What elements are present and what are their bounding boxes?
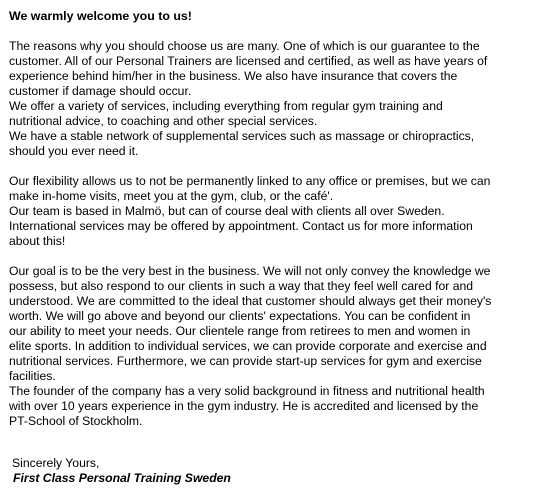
paragraph-3-line: possess, but also respond to our clients in such a way that they feel well cared for and	[9, 279, 474, 293]
paragraph-3-line: elite sports. In addition to individual services, we can provide corporate and exercise and	[9, 339, 487, 353]
paragraph-1-line: The reasons why you should choose us are many. One of which is our guarantee to the	[9, 39, 480, 53]
closing-salutation: Sincerely Yours,	[12, 456, 100, 470]
paragraph-1-line: We have a stable network of supplemental services such as massage or chiropractics,	[9, 129, 475, 143]
paragraph-3-line: Our goal is to be the very best in the business. We will not only convey the knowledge we	[9, 264, 491, 278]
paragraph-2-line: make in-home visits, meet you at the gym, club, or the café'.	[9, 189, 334, 203]
paragraph-1-line: should you ever need it.	[9, 144, 139, 158]
paragraph-3-line: worth. We will go above and beyond our clients' expectations. You can be confident in	[9, 309, 471, 323]
page-heading: We warmly welcome you to us!	[9, 9, 192, 23]
paragraph-1-line: We offer a variety of services, including everything from regular gym training and	[9, 99, 443, 113]
paragraph-2-line: Our flexibility allows us to not be permanently linked to any office or premises, but we can	[9, 174, 491, 188]
company-signature: First Class Personal Training Sweden	[13, 471, 231, 485]
paragraph-2-line: Our team is based in Malmö, but can of course deal with clients all over Sweden.	[9, 204, 445, 218]
paragraph-3-line: The founder of the company has a very solid background in fitness and nutritional health	[9, 384, 485, 398]
paragraph-2-line: about this!	[9, 234, 66, 248]
paragraph-3-line: with over 10 years experience in the gym industry. He is accredited and licensed by the	[9, 399, 479, 413]
paragraph-3-line: PT-School of Stockholm.	[9, 414, 143, 428]
paragraph-3-line: nutritional services. Furthermore, we can provide start-up services for gym and exercise	[9, 354, 482, 368]
paragraph-3-line: understood. We are committed to the ideal that customer should always get their money's	[9, 294, 492, 308]
paragraph-1-line: experience behind him/her in the business. We also have insurance that covers the	[9, 69, 458, 83]
paragraph-1-line: customer if damage should occur.	[9, 84, 192, 98]
paragraph-1-line: customer. All of our Personal Trainers are licensed and certified, as well as have years of	[9, 54, 488, 68]
paragraph-3-line: facilities.	[9, 369, 56, 383]
paragraph-1-line: nutritional advice, to coaching and other special services.	[9, 114, 318, 128]
paragraph-3-line: our ability to meet your needs. Our clientele range from retirees to men and women in	[9, 324, 471, 338]
paragraph-2-line: International services may be offered by appointment. Contact us for more information	[9, 219, 473, 233]
